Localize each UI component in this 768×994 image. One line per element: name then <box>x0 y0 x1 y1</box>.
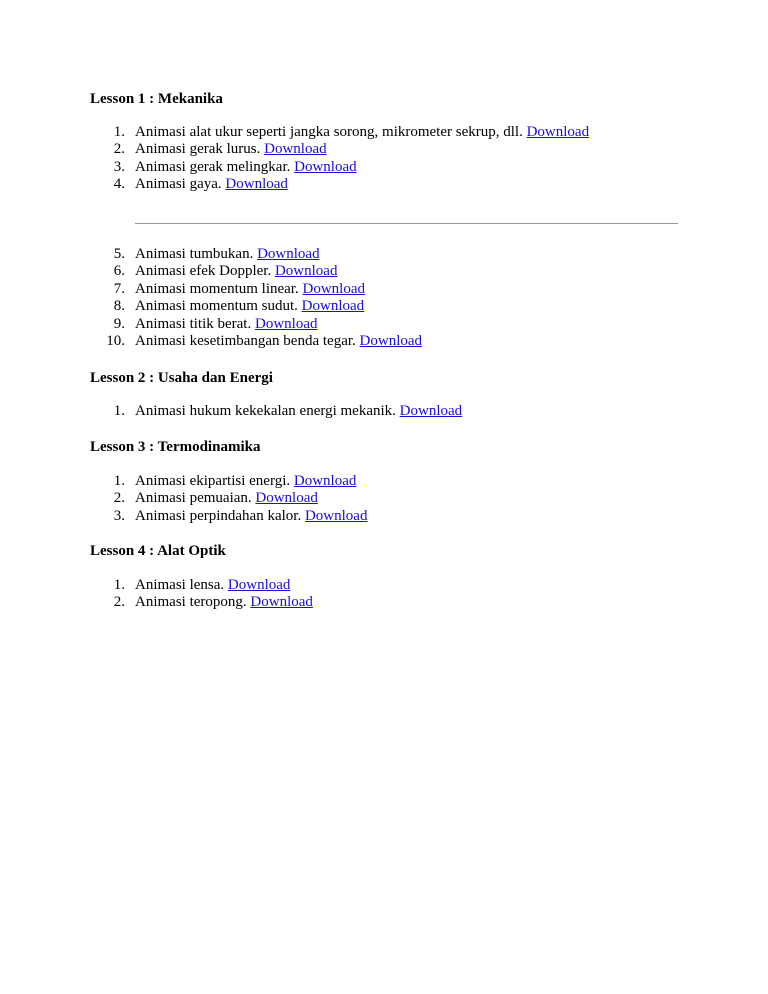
lesson-title: Lesson 4 : Alat Optik <box>90 543 226 559</box>
lesson-title: Lesson 1 : Mekanika <box>90 91 223 107</box>
list-item-text: Animasi alat ukur seperti jangka sorong, mikrometer sekrup, dll. <box>135 124 523 140</box>
list-item-text: Animasi perpindahan kalor. <box>135 507 302 524</box>
download-link[interactable]: Download <box>304 507 368 524</box>
list-item-number: 10. <box>106 332 125 349</box>
list-item <box>90 403 690 420</box>
list-item-number: 2. <box>113 141 125 158</box>
list-item <box>90 159 690 176</box>
lesson-item-list <box>90 403 690 420</box>
list-item-text: Animasi hukum kekekalan energi mekanik. <box>135 403 396 419</box>
list-item-text: Animasi gaya. <box>135 176 222 193</box>
list-item <box>90 490 690 507</box>
list-item-text: Animasi ekipartisi energi. <box>135 473 291 489</box>
download-link[interactable]: Download <box>250 594 313 611</box>
list-item-text: Animasi gerak melingkar. <box>135 158 291 175</box>
list-item <box>90 246 690 263</box>
list-item-text: Animasi momentum sudut. <box>135 298 298 315</box>
download-link[interactable]: Download <box>399 403 463 419</box>
download-link[interactable]: Download <box>359 332 423 349</box>
download-link[interactable]: Download <box>254 315 318 332</box>
list-item <box>90 176 690 193</box>
download-link[interactable]: Download <box>257 246 320 262</box>
list-item-number: 1. <box>113 577 125 593</box>
download-link[interactable]: Download <box>302 280 365 297</box>
list-item-number: 7. <box>113 280 125 297</box>
list-item-number: 1. <box>113 124 125 140</box>
download-link[interactable]: Download <box>264 141 327 158</box>
list-item-text: Animasi kesetimbangan benda tegar. <box>135 332 356 349</box>
download-link[interactable]: Download <box>301 298 365 315</box>
list-item <box>90 124 690 141</box>
list-item <box>90 333 690 350</box>
download-link[interactable]: Download <box>274 263 338 280</box>
list-item <box>90 263 690 280</box>
list-item <box>90 473 690 490</box>
list-item-number: 6. <box>113 263 125 280</box>
list-item-number: 1. <box>113 473 125 489</box>
list-item-number: 2. <box>113 490 125 507</box>
list-item <box>90 281 690 298</box>
list-item-text: Animasi tumbukan. <box>135 246 254 262</box>
list-item-number: 9. <box>113 315 125 332</box>
lesson-item-list <box>90 246 690 350</box>
list-item-number: 8. <box>113 298 125 315</box>
list-item-number: 5. <box>113 246 125 262</box>
list-item <box>90 298 690 315</box>
list-item-number: 3. <box>113 507 125 524</box>
list-item-number: 4. <box>113 176 125 193</box>
horizontal-rule <box>135 223 678 224</box>
download-link[interactable]: Download <box>255 490 318 507</box>
download-link[interactable]: Download <box>227 577 291 593</box>
list-item-text: Animasi pemuaian. <box>135 490 252 507</box>
lesson-item-list <box>90 473 690 525</box>
list-item-number: 3. <box>113 158 125 175</box>
list-item-number: 1. <box>113 403 125 419</box>
list-item <box>90 316 690 333</box>
list-item <box>90 594 690 611</box>
download-link[interactable]: Download <box>526 124 590 140</box>
list-item-text: Animasi momentum linear. <box>135 280 299 297</box>
list-item-text: Animasi efek Doppler. <box>135 263 272 280</box>
download-link[interactable]: Download <box>294 158 357 175</box>
list-item <box>90 577 690 594</box>
lesson-title: Lesson 2 : Usaha dan Energi <box>90 370 273 386</box>
list-item-text: Animasi lensa. <box>135 577 225 593</box>
lesson-item-list <box>90 124 690 194</box>
list-item-text: Animasi gerak lurus. <box>135 141 261 158</box>
download-link[interactable]: Download <box>225 176 288 193</box>
list-item-text: Animasi titik berat. <box>135 315 252 332</box>
lesson-item-list <box>90 577 690 612</box>
download-link[interactable]: Download <box>293 473 357 489</box>
list-item-text: Animasi teropong. <box>135 594 247 611</box>
lesson-title: Lesson 3 : Termodinamika <box>90 439 261 455</box>
list-item <box>90 141 690 158</box>
list-item-number: 2. <box>113 594 125 611</box>
list-item <box>90 508 690 525</box>
